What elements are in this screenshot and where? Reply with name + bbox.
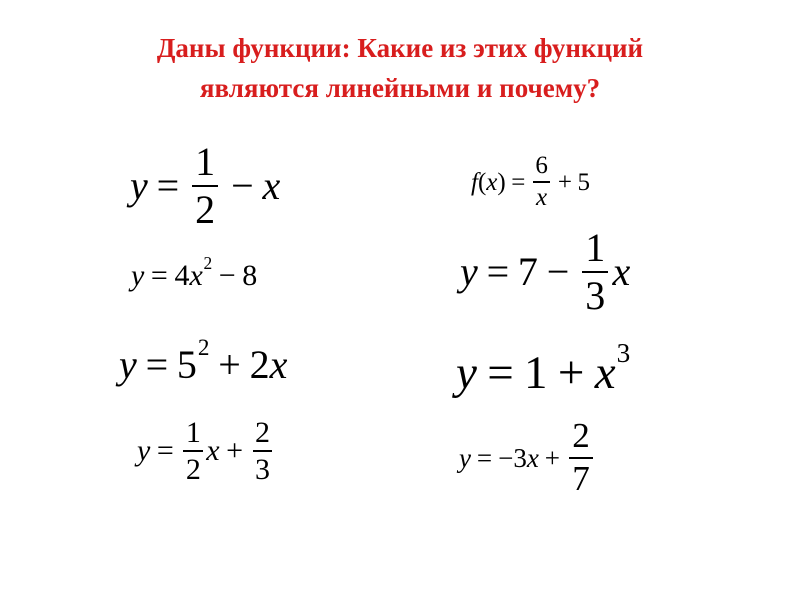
formula-5 (471, 150, 590, 214)
formula-2-coef: 4 (174, 259, 190, 292)
formula-1-lhs: y (130, 163, 148, 208)
formula-7-var: x (594, 346, 616, 399)
formula-2-exponent: 2 (203, 253, 213, 274)
formula-1-numerator: 1 (195, 138, 216, 184)
formula-7-lhs: y (456, 346, 477, 399)
formula-4-lhs: y (137, 434, 151, 467)
formula-6-eq: = (486, 249, 510, 294)
formula-2-const: 8 (242, 259, 258, 292)
formula-5-denominator: x (536, 183, 548, 211)
formula-4-eq: = (156, 434, 174, 467)
formula-1 (130, 138, 281, 233)
formula-5-operator: + (557, 168, 572, 196)
formula-5-fraction (533, 153, 550, 211)
formula-6-operator: − (546, 249, 570, 294)
formula-1-operator: − (231, 163, 254, 208)
formula-7-operator: + (557, 346, 585, 399)
formula-3 (119, 335, 288, 390)
formula-6-numerator: 1 (585, 224, 606, 270)
formula-4 (137, 415, 275, 487)
formula-5-arg: x (486, 168, 498, 196)
formula-8-var: x (526, 442, 539, 473)
formula-7-exponent: 3 (616, 338, 631, 369)
title-line-2: являются линейными и почему? (199, 73, 601, 103)
formula-4-numerator-2: 2 (255, 415, 271, 449)
formula-1-fraction (192, 138, 218, 233)
formula-3-operator: + (218, 342, 241, 387)
formula-6-var: x (612, 249, 631, 294)
formula-4-fraction-2 (253, 417, 273, 486)
formula-6-lhs: y (460, 249, 478, 294)
formula-3-lhs: y (119, 342, 137, 387)
formula-2-lhs: y (131, 259, 145, 292)
formula-6-denominator: 3 (585, 273, 606, 319)
formula-8-numerator: 2 (572, 416, 590, 456)
formula-4-fraction-1 (183, 417, 203, 486)
formula-3-coef: 2 (249, 342, 270, 387)
fraction-bar (253, 450, 273, 452)
slide-title (0, 28, 800, 108)
formula-7 (456, 338, 631, 402)
formula-4-denominator-1: 2 (185, 452, 201, 486)
formula-7-const: 1 (524, 346, 548, 399)
formula-8-coef: −3 (498, 442, 527, 473)
formula-5-const: 5 (577, 168, 590, 196)
formula-4-var: x (206, 434, 220, 467)
formula-2-eq: = (150, 259, 168, 292)
formula-6-fraction (582, 224, 608, 319)
formula-5-lparen: ( (477, 168, 487, 196)
formula-5-eq: = (511, 168, 526, 196)
formula-6-const: 7 (517, 249, 538, 294)
formula-4-denominator-2: 3 (255, 452, 271, 486)
formula-5-fn: f (471, 168, 478, 196)
title-line-1: Даны функции: Какие из этих функций (156, 33, 644, 63)
formula-1-eq: = (156, 163, 180, 208)
formula-8 (459, 416, 596, 499)
formula-6 (460, 224, 631, 319)
formula-7-eq: = (487, 346, 514, 399)
formula-8-lhs: y (459, 442, 471, 473)
formula-4-numerator-1: 1 (185, 415, 201, 449)
formula-2-operator: − (218, 259, 236, 292)
formula-8-eq: = (476, 442, 493, 473)
formula-8-denominator: 7 (572, 459, 590, 499)
formula-3-eq: = (145, 342, 169, 387)
formula-5-rparen: ) (497, 168, 506, 196)
formula-4-operator: + (226, 434, 244, 467)
fraction-bar (533, 181, 550, 183)
formula-3-var: x (269, 342, 288, 387)
formula-3-base: 5 (176, 342, 197, 387)
formula-5-numerator: 6 (535, 152, 548, 180)
formula-8-fraction (569, 418, 592, 498)
formula-1-denominator: 2 (195, 187, 216, 233)
formula-2 (131, 253, 258, 296)
formula-2-var: x (189, 259, 203, 292)
formula-3-exponent: 2 (197, 335, 210, 362)
formula-1-var: x (262, 163, 281, 208)
formula-8-operator: + (544, 442, 560, 473)
fraction-bar (183, 450, 203, 452)
